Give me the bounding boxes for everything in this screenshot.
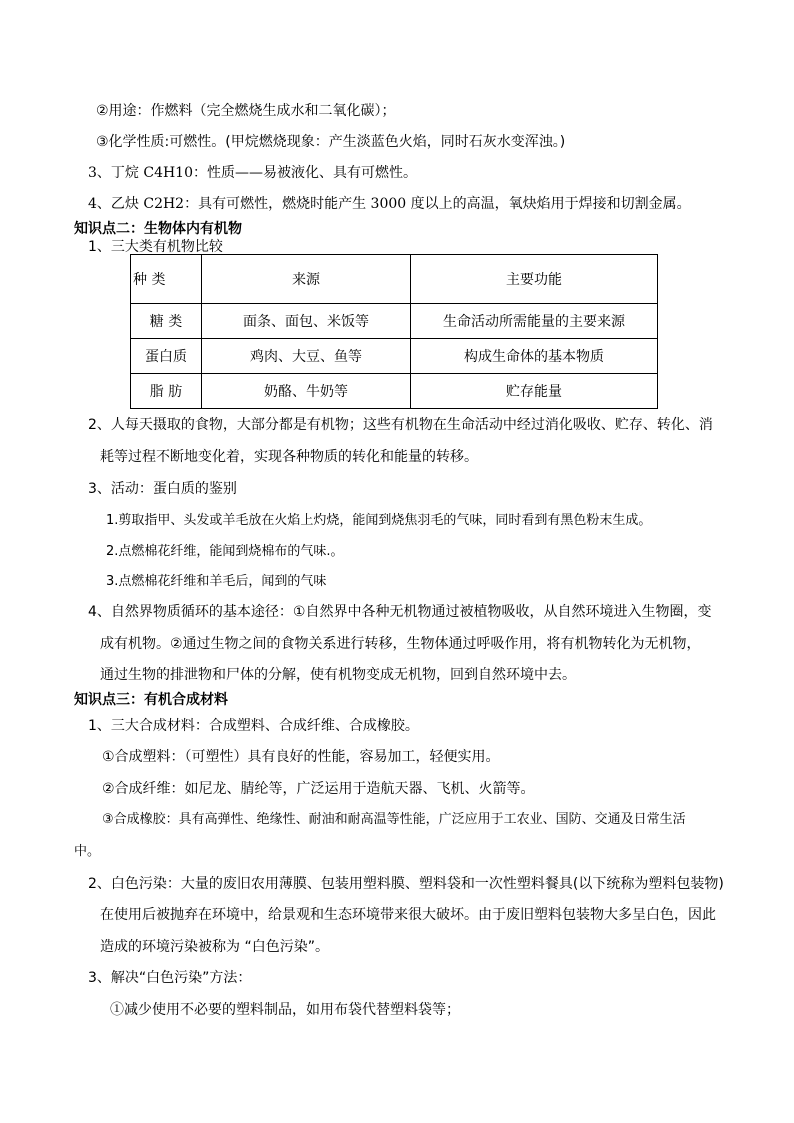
synthetic-rubber-line-2: 中。: [74, 844, 101, 859]
table-header-row: [131, 255, 658, 304]
header-function: 主要功能: [411, 255, 658, 304]
header-source: 来源: [202, 255, 411, 304]
white-pollution-line-1: 2、白色污染：大量的废旧农用薄膜、包装用塑料膜、塑料袋和一次性塑料餐具(以下统称为塑料包装物): [88, 876, 724, 892]
table-row: [131, 339, 658, 374]
table-row: [131, 374, 658, 409]
daily-food-line-1: 2、人每天摄取的食物，大部分都是有机物；这些有机物在生命活动中经过消化吸收、贮存、转化、消: [88, 417, 713, 433]
synthetic-fiber-line: ②合成纤维：如尼龙、腈纶等，广泛运用于造航天器、飞机、火箭等。: [102, 781, 535, 797]
synthetic-materials-line: 1、三大合成材料：合成塑料、合成纤维、合成橡胶。: [88, 718, 419, 734]
daily-food-line-2: 耗等过程不断地变化着，实现各种物质的转化和能量的转移。: [100, 449, 478, 465]
knowledge-point-2-heading: 知识点二：生物体内有机物: [74, 221, 242, 237]
activity-step-3: 3.点燃棉花纤维和羊毛后，闻到的气味: [106, 574, 327, 589]
table-cell-category: 脂 肪: [131, 374, 202, 409]
white-pollution-line-2: 在使用后被抛弃在环境中，给景观和生态环境带来很大破坏。由于废旧塑料包装物大多呈白色，因此: [100, 907, 716, 923]
synthetic-plastic-line: ①合成塑料：（可塑性）具有良好的性能，容易加工，轻便实用。: [102, 749, 500, 765]
knowledge-point-3-heading: 知识点三：有机合成材料: [74, 692, 228, 708]
organic-compounds-table: [130, 254, 658, 409]
solution-item-1: ①减少使用不必要的塑料制品，如用布袋代替塑料袋等；: [110, 1002, 460, 1018]
organic-comparison-title: 1、三大类有机物比较: [88, 239, 223, 255]
material-cycle-line-2: 成有机物。②通过生物之间的食物关系进行转移，生物体通过呼吸作用，将有机物转化为无机物，: [100, 636, 701, 652]
activity-heading: 3、活动：蛋白质的鉴别: [88, 481, 237, 497]
table-cell-function: 贮存能量: [411, 374, 658, 409]
table-row: [131, 304, 658, 339]
butane-line: 3、丁烷 C4H10：性质——易被液化、具有可燃性。: [88, 165, 417, 181]
use-line: ②用途：作燃料（完全燃烧生成水和二氧化碳）；: [96, 103, 396, 119]
material-cycle-line-1: 4、自然界物质循环的基本途径：①自然界中各种无机物通过被植物吸收，从自然环境进入生物圈，变: [88, 604, 712, 620]
table-cell-category: 糖 类: [131, 304, 202, 339]
table-cell-source: 奶酪、牛奶等: [202, 374, 411, 409]
header-category: 种 类: [131, 255, 202, 304]
table-cell-category: 蛋白质: [131, 339, 202, 374]
table-cell-source: 鸡肉、大豆、鱼等: [202, 339, 411, 374]
table-cell-source: 面条、面包、米饭等: [202, 304, 411, 339]
acetylene-line: 4、乙炔 C2H2：具有可燃性，燃烧时能产生 3000 度以上的高温，氧炔焰用于焊接和切割金属。: [88, 196, 691, 212]
white-pollution-line-3: 造成的环境污染被称为 “白色污染”。: [100, 939, 329, 955]
table-cell-function: 构成生命体的基本物质: [411, 339, 658, 374]
material-cycle-line-3: 通过生物的排泄物和尸体的分解，使有机物变成无机物，回到自然环境中去。: [100, 667, 576, 683]
table-cell-function: 生命活动所需能量的主要来源: [411, 304, 658, 339]
activity-step-2: 2.点燃棉花纤维，能闻到烧棉布的气味.。: [106, 544, 344, 559]
chemical-property-line: ③化学性质:可燃性。(甲烷燃烧现象：产生淡蓝色火焰，同时石灰水变浑浊。): [96, 134, 566, 150]
activity-step-1: 1.剪取指甲、头发或羊毛放在火焰上灼烧，能闻到烧焦羽毛的气味，同时看到有黑色粉末生成。: [106, 513, 652, 528]
solution-heading: 3、解决“白色污染”方法：: [88, 970, 252, 986]
synthetic-rubber-line-1: ③合成橡胶：具有高弹性、绝缘性、耐油和耐高温等性能，广泛应用于工农业、国防、交通及日常生活: [102, 812, 686, 827]
